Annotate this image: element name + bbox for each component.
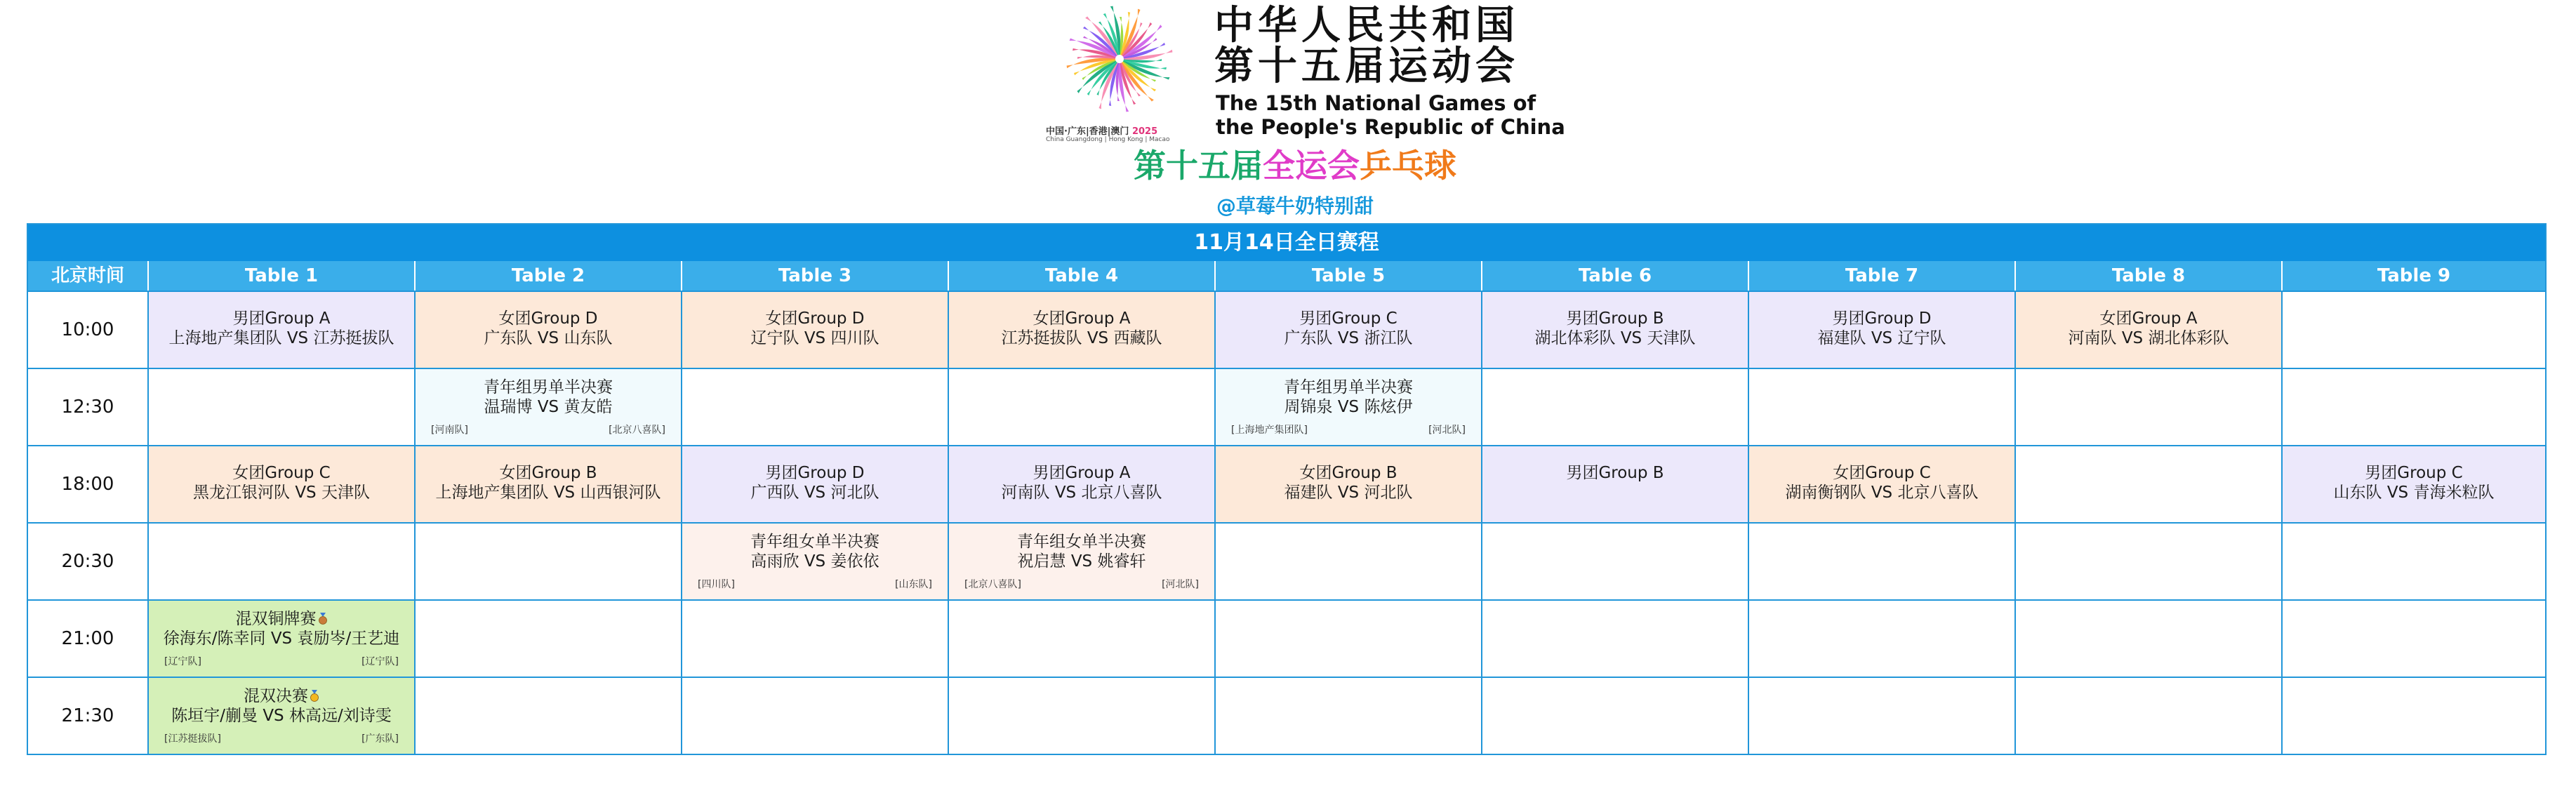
event-title-part-1: 第十五届 <box>1134 147 1263 185</box>
match-event-label <box>2016 309 2281 328</box>
empty-cell <box>414 677 681 754</box>
sunburst-logo-icon <box>1053 3 1186 122</box>
empty-cell <box>1481 368 1748 445</box>
match-cell <box>1214 291 1481 368</box>
match-event-label <box>416 378 681 397</box>
time-cell: 18:00 <box>28 445 147 522</box>
match-teams: 上海地产集团队 VS 山西银河队 <box>435 484 661 502</box>
match-teams: 陈垣宇/蒯曼 VS 林高远/刘诗雯 <box>171 707 392 725</box>
match-cell <box>681 445 948 522</box>
empty-cell <box>414 522 681 599</box>
player-team-tag-left: [江苏挺拔队] <box>164 733 221 745</box>
schedule-row <box>28 522 2545 599</box>
match-event-text: 男团Group B <box>1566 309 1664 328</box>
schedule-table <box>27 223 2547 755</box>
empty-cell <box>948 677 1214 754</box>
schedule-row <box>28 599 2545 677</box>
empty-cell <box>2014 599 2281 677</box>
match-event-text: 女团Group A <box>2099 309 2198 328</box>
player-team-tag-left: [四川队] <box>698 579 735 590</box>
empty-cell <box>1748 677 2014 754</box>
match-event-text: 女团Group A <box>1033 309 1131 328</box>
match-cell <box>147 599 414 677</box>
title-chinese-line-1: 中华人民共和国 <box>1214 3 1519 48</box>
match-teams: 江苏挺拔队 VS 西藏队 <box>1001 329 1162 347</box>
match-event-text: 女团Group D <box>765 309 865 328</box>
column-header-table-5: Table 5 <box>1214 261 1481 291</box>
logo-english-line: China Guangdong | Hong Kong | Macao <box>1046 136 1170 143</box>
column-header-table-2: Table 2 <box>414 261 681 291</box>
player-team-tag-right: [河北队] <box>1162 579 1199 590</box>
empty-cell <box>1748 522 2014 599</box>
author-handle: @草莓牛奶特别甜 <box>1216 194 1374 218</box>
column-header-table-3: Table 3 <box>681 261 948 291</box>
games-logo <box>1046 3 1193 150</box>
empty-cell <box>2281 522 2545 599</box>
match-event-text: 青年组女单半决赛 <box>750 533 879 551</box>
match-teams: 河南队 VS 湖北体彩队 <box>2068 329 2229 347</box>
schedule-row <box>28 291 2545 368</box>
bronze-medal-icon <box>318 613 328 625</box>
match-cell <box>1481 291 1748 368</box>
empty-cell <box>1214 599 1481 677</box>
match-event-text: 女团Group B <box>1299 464 1397 482</box>
match-event-label <box>149 463 414 483</box>
time-cell: 10:00 <box>28 291 147 368</box>
empty-cell <box>681 368 948 445</box>
time-cell: 21:30 <box>28 677 147 754</box>
player-team-tag-right: [辽宁队] <box>361 656 399 667</box>
match-event-label <box>1216 378 1481 397</box>
column-header-table-7: Table 7 <box>1748 261 2014 291</box>
match-event-label <box>2283 463 2545 483</box>
match-teams: 高雨欣 VS 姜依依 <box>750 552 879 571</box>
match-teams: 徐海东/陈幸同 VS 袁励岑/王艺迪 <box>163 630 400 648</box>
empty-cell <box>147 368 414 445</box>
match-event-label <box>416 463 681 483</box>
match-event-text: 男团Group A <box>1033 464 1131 482</box>
empty-cell <box>147 522 414 599</box>
player-team-tag-left: [河南队] <box>431 425 468 436</box>
match-teams: 黑龙江银河队 VS 天津队 <box>193 484 370 502</box>
match-event-text: 女团Group B <box>499 464 597 482</box>
match-cell <box>414 291 681 368</box>
empty-cell <box>681 677 948 754</box>
match-cell <box>414 445 681 522</box>
match-cell <box>948 445 1214 522</box>
match-cell <box>681 291 948 368</box>
match-event-text: 青年组男单半决赛 <box>484 378 613 397</box>
schedule-date-title: 11月14日全日赛程 <box>28 225 2545 261</box>
match-event-label <box>416 309 681 328</box>
match-teams: 祝启慧 VS 姚睿轩 <box>1017 552 1146 571</box>
match-event-text: 男团Group C <box>1299 309 1397 328</box>
match-cell <box>1214 445 1481 522</box>
schedule-row <box>28 368 2545 445</box>
column-header-table-6: Table 6 <box>1481 261 1748 291</box>
match-event-label <box>1482 309 1748 328</box>
match-event-label <box>1749 309 2014 328</box>
match-teams: 辽宁队 VS 四川队 <box>750 329 879 347</box>
match-teams: 湖北体彩队 VS 天津队 <box>1534 329 1696 347</box>
match-cell <box>2281 445 2545 522</box>
schedule-row <box>28 445 2545 522</box>
player-team-tag-right: [山东队] <box>895 579 932 590</box>
match-teams: 上海地产集团队 VS 江苏挺拔队 <box>168 329 394 347</box>
match-event-label <box>149 686 414 706</box>
match-event-label <box>682 309 948 328</box>
empty-cell <box>1748 599 2014 677</box>
match-teams: 湖南衡钢队 VS 北京八喜队 <box>1785 484 1979 502</box>
column-header-time: 北京时间 <box>51 265 124 286</box>
title-english-line-1: The 15th National Games of <box>1216 91 1536 115</box>
title-chinese-line-2: 第十五届运动会 <box>1214 44 1519 89</box>
match-event-text: 男团Group D <box>1832 309 1932 328</box>
empty-cell <box>2014 368 2281 445</box>
player-team-tag-right: [广东队] <box>361 733 399 745</box>
match-cell <box>2014 291 2281 368</box>
match-cell <box>147 445 414 522</box>
empty-cell <box>681 599 948 677</box>
match-event-text: 男团Group B <box>1566 464 1664 482</box>
match-event-label <box>682 532 948 552</box>
player-team-tag-right: [河北队] <box>1428 425 1466 436</box>
event-title-part-3: 乒乓球 <box>1360 147 1456 185</box>
match-teams: 广东队 VS 浙江队 <box>1284 329 1413 347</box>
empty-cell <box>948 368 1214 445</box>
empty-cell <box>2014 677 2281 754</box>
empty-cell <box>1481 522 1748 599</box>
time-cell: 12:30 <box>28 368 147 445</box>
match-cell <box>681 522 948 599</box>
empty-cell <box>2281 599 2545 677</box>
empty-cell <box>948 599 1214 677</box>
match-event-text: 男团Group A <box>232 309 331 328</box>
empty-cell <box>1481 677 1748 754</box>
match-event-label <box>1482 463 1748 483</box>
time-cell: 20:30 <box>28 522 147 599</box>
column-header-table-1: Table 1 <box>147 261 414 291</box>
column-header-table-9: Table 9 <box>2281 261 2545 291</box>
match-teams: 周锦泉 VS 陈炫伊 <box>1284 398 1413 416</box>
match-cell <box>948 522 1214 599</box>
player-team-tag-right: [北京八喜队] <box>609 425 665 436</box>
match-cell <box>1748 291 2014 368</box>
match-teams: 广西队 VS 河北队 <box>750 484 879 502</box>
match-event-text: 女团Group D <box>498 309 598 328</box>
match-cell <box>147 291 414 368</box>
event-title <box>1053 145 1537 187</box>
match-event-label <box>949 463 1214 483</box>
empty-cell <box>2014 445 2281 522</box>
empty-cell <box>414 599 681 677</box>
match-teams: 山东队 VS 青海米粒队 <box>2333 484 2495 502</box>
column-header-table-8: Table 8 <box>2014 261 2281 291</box>
empty-cell <box>2014 522 2281 599</box>
match-event-text: 混双决赛 <box>244 687 308 705</box>
column-header-table-4: Table 4 <box>948 261 1214 291</box>
match-event-text: 青年组女单半决赛 <box>1017 533 1146 551</box>
event-title-part-2: 全运会 <box>1263 147 1360 185</box>
empty-cell <box>1481 599 1748 677</box>
empty-cell <box>1748 368 2014 445</box>
empty-cell <box>1214 677 1481 754</box>
empty-cell <box>2281 368 2545 445</box>
match-event-text: 男团Group C <box>2365 464 2463 482</box>
match-event-label <box>949 532 1214 552</box>
table-header-row <box>28 261 2545 291</box>
match-event-label <box>1216 463 1481 483</box>
match-cell <box>1481 445 1748 522</box>
time-cell: 21:00 <box>28 599 147 677</box>
match-cell <box>147 677 414 754</box>
match-event-label <box>682 463 948 483</box>
match-cell <box>414 368 681 445</box>
match-cell <box>1748 445 2014 522</box>
match-teams: 福建队 VS 河北队 <box>1284 484 1413 502</box>
logo-location-line: 中国·广东|香港|澳门 2025 <box>1046 126 1158 137</box>
player-team-tag-left: [辽宁队] <box>164 656 201 667</box>
gold-medal-icon <box>310 690 319 702</box>
match-event-label <box>149 309 414 328</box>
match-teams: 河南队 VS 北京八喜队 <box>1001 484 1162 502</box>
player-team-tag-left: [上海地产集团队] <box>1231 425 1308 436</box>
empty-cell <box>2281 291 2545 368</box>
match-event-label <box>1216 309 1481 328</box>
match-event-text: 女团Group C <box>232 464 331 482</box>
match-event-text: 男团Group D <box>765 464 865 482</box>
schedule-row <box>28 677 2545 754</box>
match-cell <box>1214 368 1481 445</box>
match-cell <box>948 291 1214 368</box>
player-team-tag-left: [北京八喜队] <box>964 579 1021 590</box>
match-teams: 广东队 VS 山东队 <box>484 329 613 347</box>
empty-cell <box>1214 522 1481 599</box>
match-event-text: 女团Group C <box>1833 464 1931 482</box>
match-teams: 福建队 VS 辽宁队 <box>1817 329 1946 347</box>
match-teams: 温瑞博 VS 黄友皓 <box>484 398 613 416</box>
match-event-label <box>149 609 414 629</box>
match-event-text: 青年组男单半决赛 <box>1284 378 1413 397</box>
match-event-label <box>1749 463 2014 483</box>
title-english-line-2: the People's Republic of China <box>1216 115 1565 139</box>
match-event-label <box>949 309 1214 328</box>
empty-cell <box>2281 677 2545 754</box>
match-event-text: 混双铜牌赛 <box>235 610 317 628</box>
